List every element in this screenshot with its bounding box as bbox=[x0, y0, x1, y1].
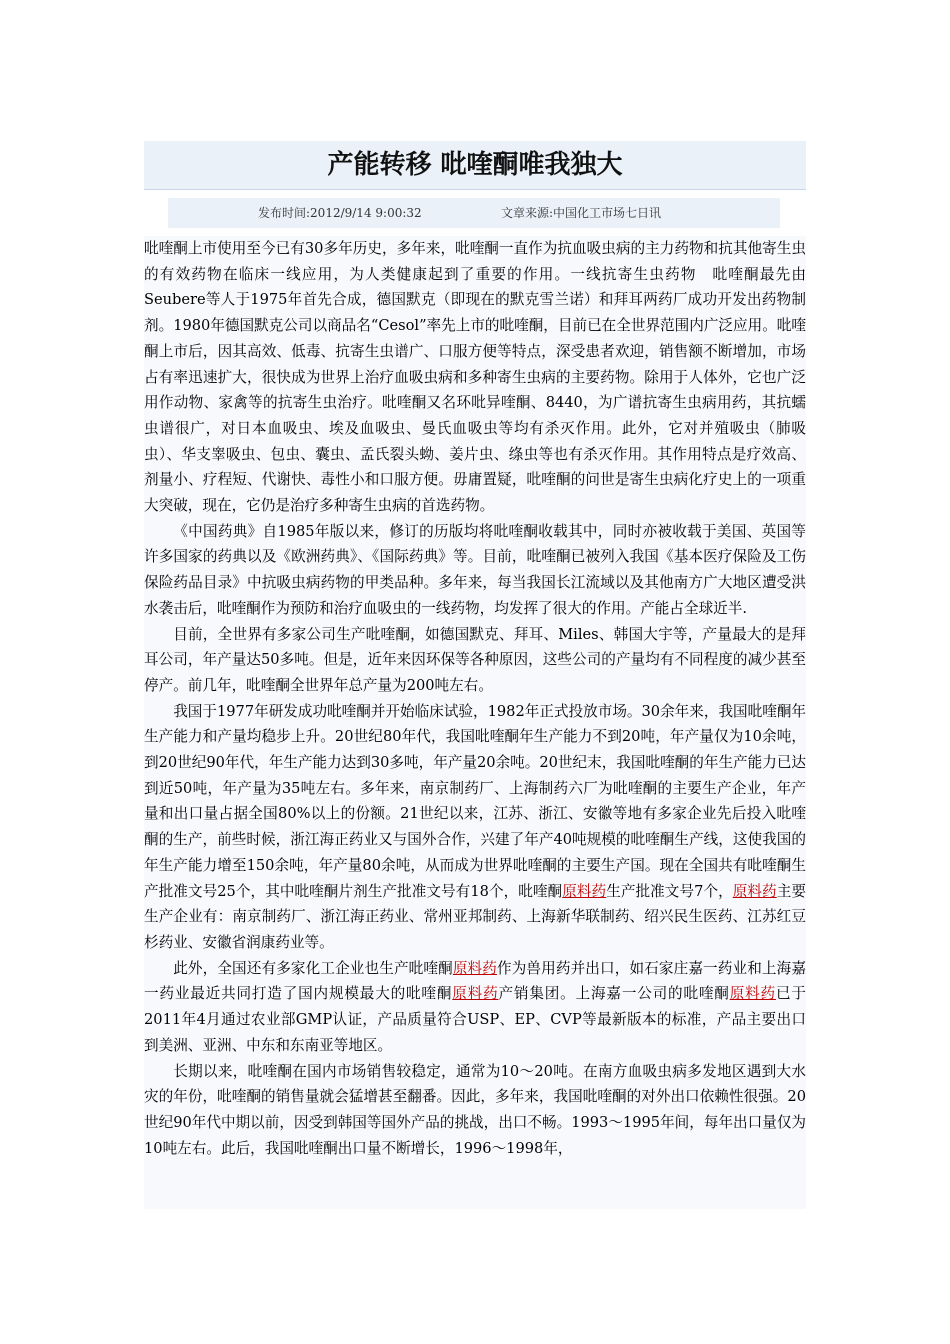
publish-time: 发布时间:2012/9/14 9:00:32 bbox=[258, 206, 422, 220]
paragraph-4 bbox=[144, 699, 806, 956]
paragraph-4-text-3: 主要生产企业有：南京制药厂、浙江海正药业、常州亚邦制药、上海新华联制药、绍兴民生医药、江苏红豆杉药业、安徽省润康药业等。 bbox=[144, 882, 806, 951]
keyword-link[interactable]: 原料药 bbox=[729, 985, 776, 1003]
paragraph-2: 《中国药典》自1985年版以来，修订的历版均将吡喹酮收载其中，同时亦被收载于美国、英国等许多国家的药典以及《欧洲药典》、《国际药典》等。目前，吡喹酮已被列入我国《基本医疗保险及工伤保险药品目录》中抗吸虫病药物的甲类品种。多年来，每当我国长江流域以及其他南方广大地区遭受洪水袭击后，吡喹酮作为预防和治疗血吸虫的一线药物，均发挥了很大的作用。产能占全球近半. bbox=[144, 522, 806, 617]
keyword-link[interactable]: 原料药 bbox=[562, 882, 607, 900]
keyword-link[interactable]: 原料药 bbox=[732, 882, 777, 900]
article-meta bbox=[168, 198, 780, 228]
article-body bbox=[144, 236, 806, 1209]
paragraph-5-text-2: 作为兽用药并出口，如石家庄嘉一药业和上海嘉一药业最近共同打造了国内规模最大的吡喹酮 bbox=[144, 959, 806, 1003]
paragraph-5 bbox=[144, 956, 806, 1059]
keyword-link[interactable]: 原料药 bbox=[452, 985, 499, 1003]
paragraph-4-text-2: 生产批准文号7个， bbox=[606, 882, 733, 900]
paragraph-1: 吡喹酮上市使用至今已有30多年历史，多年来，吡喹酮一直作为抗血吸虫病的主力药物和抗其他寄生虫的有效药物在临床一线应用，为人类健康起到了重要的作用。一线抗寄生虫药物 吡喹酮最先由Seubere等人于1975年首先合成，德国默克（即现在的默克雪兰诺）和拜耳两药厂成功开发出药物制剂。1980年德国默克公司以商品名“Cesol”率先上市的吡喹酮，目前已在全世界范围内广泛应用。吡喹酮上市后，因其高效、低毒、抗寄生虫谱广、口服方便等特点，深受患者欢迎，销售额不断增加，市场占有率迅速扩大，很快成为世界上治疗血吸虫病和多种寄生虫病的主要药物。除用于人体外，它也广泛用作动物、家禽等的抗寄生虫治疗。吡喹酮又名环吡异喹酮、8440，为广谱抗寄生虫病用药，其抗蠕虫谱很广，对日本血吸虫、埃及血吸虫、曼氏血吸虫等均有杀灭作用。此外，它对并殖吸虫（肺吸虫）、华支睾吸虫、包虫、囊虫、孟氏裂头蚴、姜片虫、绦虫等也有杀灭作用。其作用特点是疗效高、剂量小、疗程短、代谢快、毒性小和口服方便。毋庸置疑，吡喹酮的问世是寄生虫病化疗史上的一项重大突破，现在，它仍是治疗多种寄生虫病的首选药物。 bbox=[144, 240, 806, 515]
paragraph-5-text-3: 产销集团。上海嘉一公司的吡喹酮 bbox=[498, 985, 730, 1003]
paragraph-3: 目前，全世界有多家公司生产吡喹酮，如德国默克、拜耳、Miles、韩国大宇等，产量最大的是拜耳公司，年产量达50多吨。但是，近年来因环保等各种原因，这些公司的产量均有不同程度的减少甚至停产。前几年，吡喹酮全世界年总产量为200吨左右。 bbox=[144, 625, 806, 694]
paragraph-5-text-4: 已于2011年4月通过农业部GMP认证，产品质量符合USP、EP、CVP等最新版本的标准，产品主要出口到美洲、亚洲、中东和东南亚等地区。 bbox=[144, 985, 806, 1054]
keyword-link[interactable]: 原料药 bbox=[452, 959, 497, 977]
paragraph-6: 长期以来，吡喹酮在国内市场销售较稳定，通常为10～20吨。在南方血吸虫病多发地区遇到大水灾的年份，吡喹酮的销售量就会猛增甚至翻番。因此，多年来，我国吡喹酮的对外出口依赖性很强。20世纪90年代中期以前，因受到韩国等国外产品的挑战，出口不畅。1993～1995年间，每年出口量仅为10吨左右。此后，我国吡喹酮出口量不断增长，1996～1998年， bbox=[144, 1062, 806, 1157]
article-title: 产能转移 吡喹酮唯我独大 bbox=[144, 141, 806, 190]
paragraph-5-text-1: 此外，全国还有多家化工企业也生产吡喹酮 bbox=[173, 959, 453, 977]
article-source: 文章来源:中国化工市场七日讯 bbox=[501, 206, 662, 220]
paragraph-4-text-1: 我国于1977年研发成功吡喹酮并开始临床试验，1982年正式投放市场。30余年来，我国吡喹酮年生产能力和产量均稳步上升。20世纪80年代，我国吡喹酮年生产能力不到20吨，年产量仅为10余吨，到20世纪90年代，年生产能力达到30多吨，年产量20余吨。20世纪末，我国吡喹酮的年生产能力已达到近50吨，年产量为35吨左右。多年来，南京制药厂、上海制药六厂为吡喹酮的主要生产企业，年产量和出口量占据全国80%以上的份额。21世纪以来，江苏、浙江、安徽等地有多家企业先后投入吡喹酮的生产，前些时候，浙江海正药业又与国外合作，兴建了年产40吨规模的吡喹酮生产线，这使我国的年生产能力增至150余吨，年产量80余吨，从而成为世界吡喹酮的主要生产国。现在全国共有吡喹酮生产批准文号25个，其中吡喹酮片剂生产批准文号有18个，吡喹酮 bbox=[144, 702, 806, 900]
